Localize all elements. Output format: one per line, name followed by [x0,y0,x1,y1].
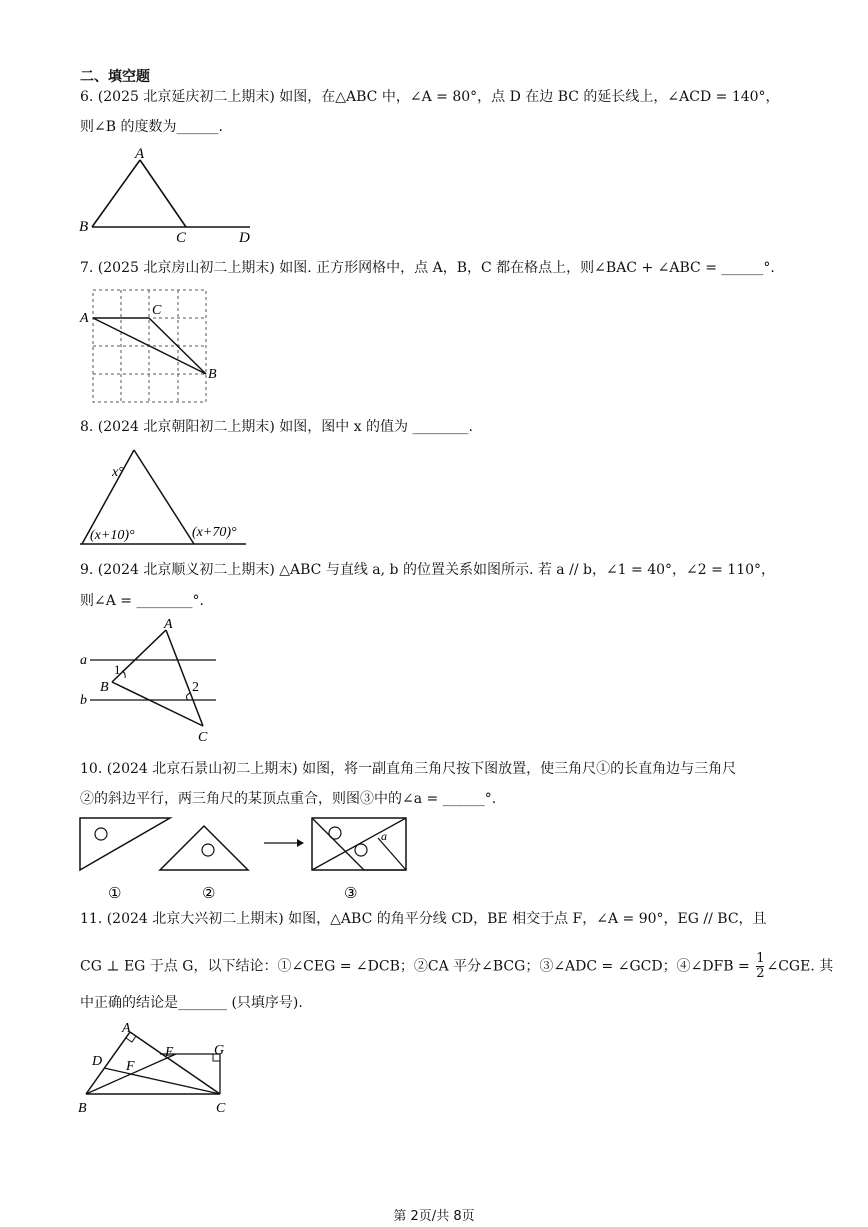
q11-text-line2a: CG ⊥ EG 于点 G，以下结论：①∠CEG = ∠DCB；②CA 平分∠BCG；③∠ADC = ∠GCD；④∠DFB = [80,958,755,975]
q11-label-f: F [126,1059,135,1074]
section-title: 二、填空题 [80,69,150,85]
q11-label-b: B [78,1101,87,1116]
q11-text-line2 [80,952,833,981]
q11-figure [78,1020,238,1118]
q8-text-line1: 8. (2024 北京朝阳初二上期末) 如图，图中 x 的值为 ________. [80,419,473,435]
q6-text-line1: 6. (2025 北京延庆初二上期末) 如图，在△ABC 中，∠A = 80°，点 D 在边 BC 的延长线上，∠ACD = 140°， [80,89,780,105]
q6-label-c: C [176,230,187,246]
q10-label-alpha: a [381,829,387,843]
q9-label-line-b: b [80,693,87,708]
q9-label-b-point: B [100,680,109,695]
q10-caption-1: ① [108,886,122,902]
q8-figure [78,446,258,548]
q7-text-line1: 7. (2025 北京房山初二上期末) 如图. 正方形网格中，点 A，B，C 都在格点上，则∠BAC + ∠ABC = ______°. [80,260,775,276]
q11-text-line3: 中正确的结论是_______ (只填序号). [80,995,303,1011]
q10-caption-2: ② [202,886,216,902]
q11-text-line1: 11. (2024 北京大兴初二上期末) 如图，△ABC 的角平分线 CD，BE 相交于点 F，∠A = 90°，EG // BC，且 [80,911,767,927]
q11-text-line2b: ∠CGE. 其 [766,958,834,975]
q6-label-b: B [79,219,89,235]
q9-label-angle1: 1 [114,662,121,677]
q8-label-right: (x+70)° [192,525,237,540]
q11-label-d: D [92,1054,103,1069]
q7-label-b: B [208,367,217,382]
q11-label-c: C [216,1101,226,1116]
q11-fraction [756,952,764,981]
q9-label-angle2: 2 [192,680,199,695]
q10-text-line1: 10. (2024 北京石景山初二上期末) 如图，将一副直角三角尺按下图放置，使三角尺①的长直角边与三角尺 [80,761,737,777]
q11-label-g: G [214,1043,225,1058]
q6-text-line2: 则∠B 的度数为______. [80,119,223,135]
q11-fraction-numerator: 1 [756,951,765,966]
q11-label-e: E [165,1045,174,1060]
q7-label-a: A [80,311,89,326]
q6-label-d: D [239,230,250,246]
q10-caption-3: ③ [344,886,358,902]
q9-label-line-a: a [80,653,87,668]
q7-label-c: C [152,303,162,318]
q11-label-a: A [122,1021,131,1036]
q6-label-a: A [135,146,145,162]
q9-text-line1: 9. (2024 北京顺义初二上期末) △ABC 与直线 a, b 的位置关系如图所示. 若 a // b，∠1 = 40°，∠2 = 110°， [80,562,776,578]
q9-figure [78,616,228,746]
q11-fraction-denominator: 2 [756,966,765,981]
q9-label-c-point: C [198,730,208,745]
q10-figure [78,812,418,907]
q8-label-top: x° [112,465,124,480]
q9-label-a-point: A [164,617,173,632]
q10-text-line2: ②的斜边平行，两三角尺的某顶点重合，则图③中的∠a = ______°. [80,791,497,807]
page-footer: 第 2页/共 8页 [393,1209,475,1224]
q7-figure [78,284,228,404]
q8-label-left: (x+10)° [90,528,135,543]
q6-figure [78,148,268,244]
q9-text-line2: 则∠A = ________°. [80,593,204,609]
